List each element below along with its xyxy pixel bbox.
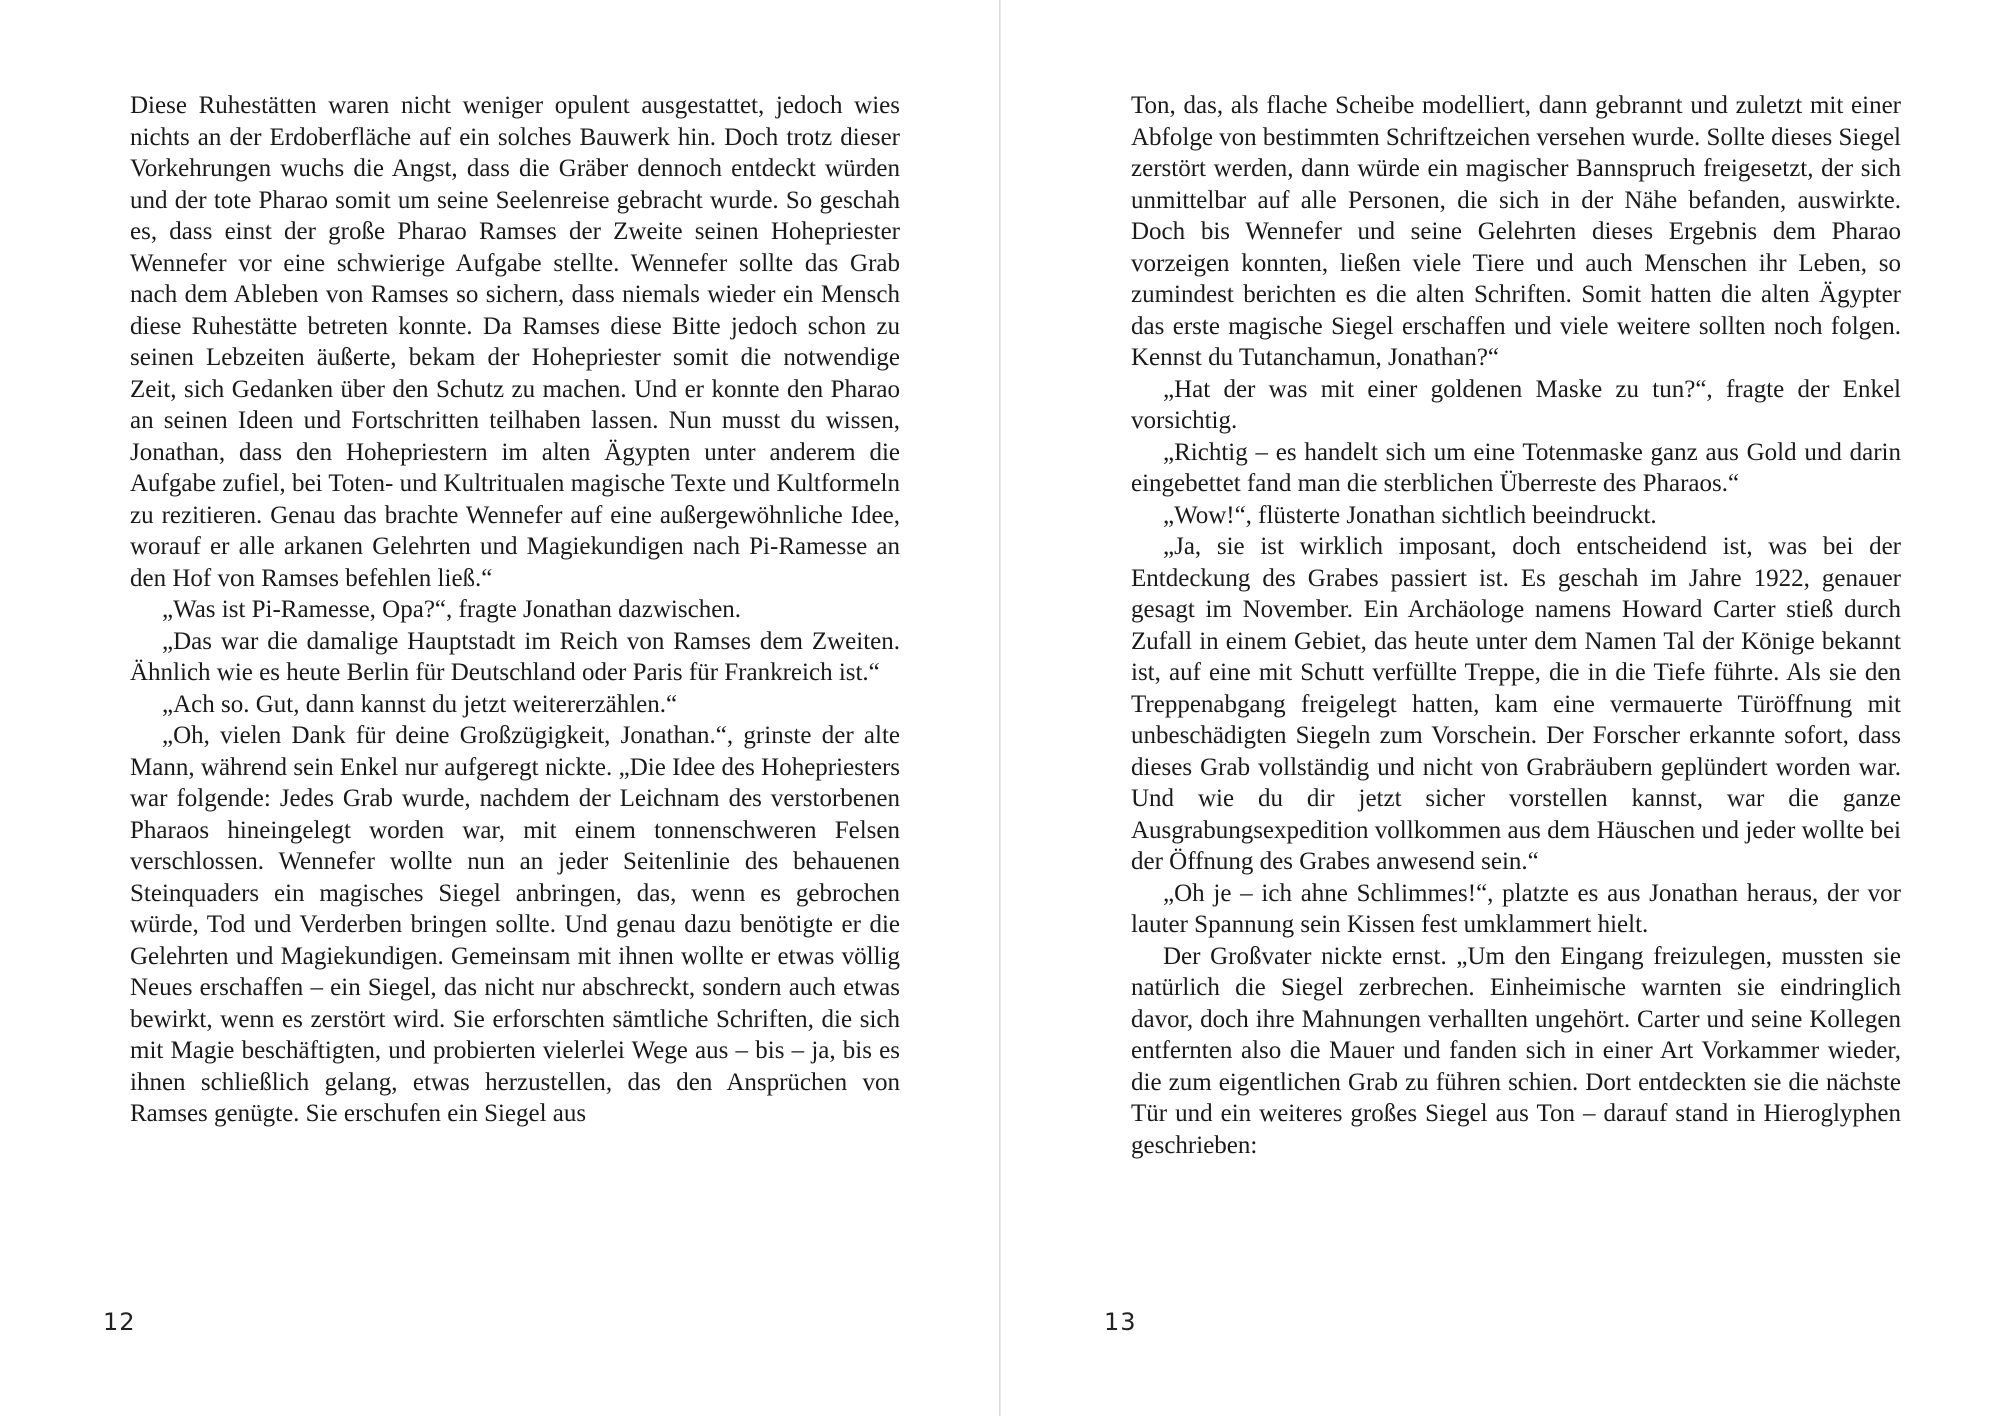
paragraph: Ton, das, als flache Scheibe modelliert, dann gebrannt und zuletzt mit einer Abfolge von bestimmten Schriftzeichen versehen wurde. Sollte dieses Siegel zerstört werden, dann würde ein magischer Bannspruch freigesetzt, der sich unmittelbar auf alle Personen, die sich in der Nähe befanden, auswirkte. Doch bis Wennefer und seine Gelehrten dieses Ergebnis dem Pharao vorzeigen konnten, ließen viele Tiere und auch Menschen ihr Leben, so zumindest berichten es die alten Schriften. Somit hatten die alten Ägypter das erste magische Siegel erschaffen und viele weitere sollten noch folgen. Kennst du Tutanchamun, Jonathan?“ xyxy=(1131,92,1901,371)
paragraph: Diese Ruhestätten waren nicht weniger opulent ausgestattet, jedoch wies nichts an der Erdoberfläche auf ein solches Bauwerk hin. Doch trotz dieser Vorkehrungen wuchs die Angst, dass die Gräber dennoch entdeckt würden und der tote Pharao somit um seine Seelenreise gebracht wurde. So geschah es, dass einst der große Pharao Ramses der Zweite seinen Hohepriester Wennefer vor eine schwierige Aufgabe stellte. Wennefer sollte das Grab nach dem Ableben von Ramses so sichern, dass niemals wieder ein Mensch diese Ruhestätte betreten konnte. Da Ramses diese Bitte jedoch schon zu seinen Lebzeiten äußerte, bekam der Hohepriester somit die notwendige Zeit, sich Gedanken über den Schutz zu machen. Und er konnte den Pharao an seinen Ideen und Fortschritten teilhaben lassen. Nun musst du wissen, Jonathan, dass den Hohepriestern im alten Ägypten unter anderem die Aufgabe zufiel, bei Toten- und Kultritualen magische Texte und Kultformeln zu rezitieren. Genau das brachte Wennefer auf eine außergewöhnliche Idee, worauf er alle arkanen Gelehrten und Magiekundigen nach Pi-Ramesse an den Hof von Ramses befehlen ließ.“ xyxy=(130,92,900,592)
right-page-text xyxy=(1131,90,1901,1161)
paragraph: „Richtig – es handelt sich um eine Totenmaske ganz aus Gold und darin eingebettet fand man die sterblichen Überreste des Pharaos.“ xyxy=(1131,438,1901,497)
paragraph: „Oh, vielen Dank für deine Großzügigkeit, Jonathan.“, grinste der alte Mann, während sein Enkel nur aufgeregt nickte. „Die Idee des Hohepriesters war folgende: Jedes Grab wurde, nachdem der Leichnam des verstorbenen Pharaos hineingelegt worden war, mit einem tonnenschweren Felsen verschlossen. Wennefer wollte nun an jeder Seitenlinie des behauenen Steinquaders ein magisches Siegel anbringen, das, wenn es gebrochen würde, Tod und Verderben bringen sollte. Und genau dazu benötigte er die Gelehrten und Magiekundigen. Gemeinsam mit ihnen wollte er etwas völlig Neues erschaffen – ein Siegel, das nicht nur abschreckt, sondern auch etwas bewirkt, wenn es zerstört wird. Sie erforschten sämtliche Schriften, die sich mit Magie beschäftigten, und probierten vielerlei Wege aus – bis – ja, bis es ihnen schließlich gelang, etwas herzustellen, das den Ansprüchen von Ramses genügte. Sie erschufen ein Siegel aus xyxy=(130,722,900,1127)
left-page-text xyxy=(130,90,900,1130)
paragraph: „Ja, sie ist wirklich imposant, doch entscheidend ist, was bei der Entdeckung des Grabes passiert ist. Es geschah im Jahre 1922, genauer gesagt im November. Ein Archäologe namens Howard Carter stieß durch Zufall in einem Gebiet, das heute unter dem Namen Tal der Könige bekannt ist, auf eine mit Schutt verfüllte Treppe, die in die Tiefe führte. Als sie den Treppenabgang freigelegt hatten, kam eine vermauerte Türöffnung mit unbeschädigten Siegeln zum Vorschein. Der Forscher erkannte sofort, dass dieses Grab vollständig und nicht von Grabräubern geplündert worden war. Und wie du dir jetzt sicher vorstellen kannst, war die ganze Ausgrabungsexpedition vollkommen aus dem Häuschen und jeder wollte bei der Öffnung des Grabes anwesend sein.“ xyxy=(1131,533,1901,875)
page-number-right: 13 xyxy=(1104,1308,1137,1336)
paragraph: „Das war die damalige Hauptstadt im Reich von Ramses dem Zweiten. Ähnlich wie es heute Berlin für Deutschland oder Paris für Frankreich ist.“ xyxy=(130,627,900,686)
paragraph: „Oh je – ich ahne Schlimmes!“, platzte es aus Jonathan heraus, der vor lauter Spannung sein Kissen fest umklammert hielt. xyxy=(1131,879,1901,938)
page-number-left: 12 xyxy=(103,1308,136,1336)
paragraph: „Was ist Pi-Ramesse, Opa?“, fragte Jonathan dazwischen. xyxy=(162,596,742,623)
paragraph: „Hat der was mit einer goldenen Maske zu tun?“, fragte der Enkel vorsichtig. xyxy=(1131,375,1901,434)
paragraph: Der Großvater nickte ernst. „Um den Eingang freizulegen, mussten sie natürlich die Siegel zerbrechen. Einheimische warnten sie eindringlich davor, doch ihre Mahnungen verhallten ungehört. Carter und seine Kollegen entfernten also die Mauer und fanden sich in einer Art Vorkammer wieder, die zum eigentlichen Grab zu führen schien. Dort entdeckten sie die nächste Tür und ein weiteres großes Siegel aus Ton – darauf stand in Hieroglyphen geschrieben: xyxy=(1131,942,1901,1159)
paragraph: „Wow!“, flüsterte Jonathan sichtlich beeindruckt. xyxy=(1163,501,1657,529)
right-page xyxy=(1000,0,2000,1416)
paragraph: „Ach so. Gut, dann kannst du jetzt weitererzählen.“ xyxy=(162,690,678,718)
